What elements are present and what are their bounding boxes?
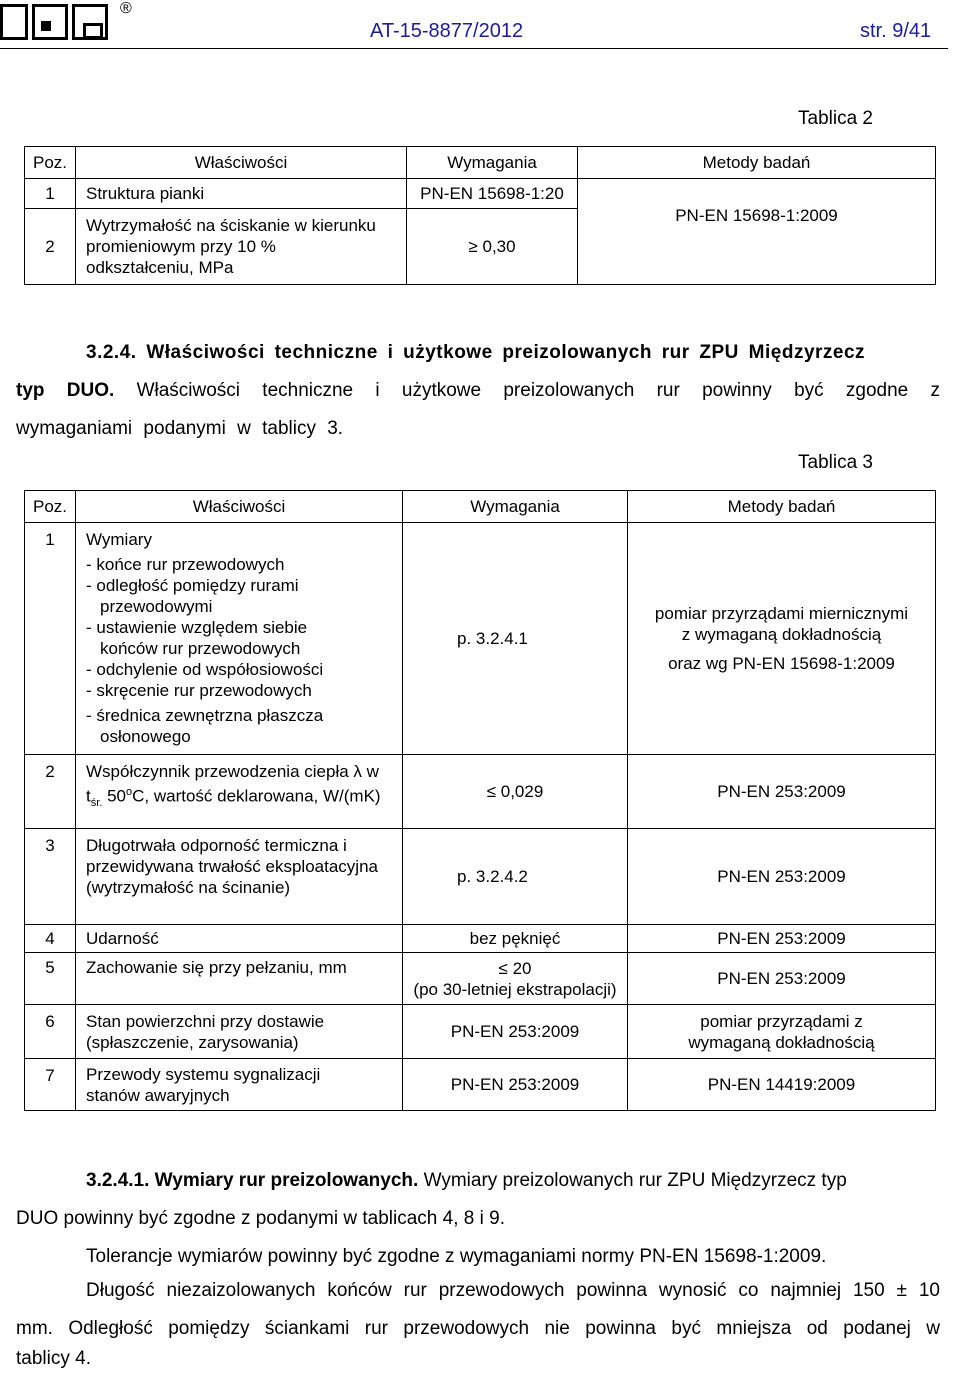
- table2-header-requirements: Wymagania: [407, 147, 578, 179]
- section-324-body: typ DUO. Właściwości techniczne i użytkowe preizolowanych rur powinny być zgodne z wymaganiami podanymi w tablicy 3.: [16, 380, 941, 439]
- table3-row5-prop: Zachowanie się przy pełzaniu, mm: [76, 953, 403, 1005]
- table-2: [24, 146, 936, 285]
- section-3241-para3-line1: Długość niezaizolowanych końców rur przewodowych powinna wynosić co najmniej 150 ± 10: [86, 1280, 940, 1301]
- table2-header-pos: Poz.: [25, 147, 76, 179]
- table3-row5-req: [403, 953, 628, 1005]
- table3-row2-prop: Współczynnik przewodzenia ciepła λ w $t_{śr.}$ 50$^o$C, wartość deklarowana, W/(mK): [76, 755, 403, 829]
- table3-row3-prop: Długotrwała odporność termiczna i przewidywana trwałość eksploatacyjna (wytrzymałość na ścinanie): [76, 829, 403, 925]
- table3-row4-method: PN-EN 253:2009: [628, 925, 936, 953]
- table3-row1-item: - średnica zewnętrzna płaszcza: [86, 706, 324, 725]
- table3-row1-item: - skręcenie rur przewodowych: [86, 681, 312, 700]
- table3-row4-req: bez pęknięć: [403, 925, 628, 953]
- section-3241-para3-line3: tablicy 4.: [16, 1348, 91, 1369]
- table3-header-pos: Poz.: [25, 491, 76, 523]
- table2-row2-num: 2: [25, 209, 76, 285]
- table3-row1-item: - ustawienie względem siebie: [86, 618, 308, 637]
- table3-row4-prop: Udarność: [76, 925, 403, 953]
- table3-row3-method: PN-EN 253:2009: [628, 829, 936, 925]
- table3-row1-item: - końce rur przewodowych: [86, 555, 285, 574]
- table3-row1-method-line2: oraz wg PN-EN 15698-1:2009: [668, 654, 895, 673]
- table2-row1-prop: Struktura pianki: [76, 179, 407, 209]
- registered-mark: ®: [120, 0, 132, 17]
- logo-block-1: [0, 4, 28, 40]
- table3-row6-prop: Stan powierzchni przy dostawie (spłaszczenie, zarysowania): [76, 1005, 403, 1059]
- table3-row1-item: - odchylenie od współosiowości: [86, 660, 324, 679]
- table2-caption: Tablica 2: [798, 108, 873, 129]
- table3-row7-method: PN-EN 14419:2009: [628, 1059, 936, 1111]
- section-3241-body-line2: DUO powinny być zgodne z podanymi w tablicach 4, 8 i 9.: [16, 1208, 505, 1229]
- table2-row2-req: ≥ 0,30: [468, 237, 515, 256]
- table3-row3-req: p. 3.2.4.2: [403, 829, 628, 925]
- table3-row3-num: 3: [25, 829, 76, 925]
- table3-row2-num: 2: [25, 755, 76, 829]
- table2-row2-prop: Wytrzymałość na ściskanie w kierunku promieniowym przy 10 % odkształceniu, MPa: [76, 209, 407, 285]
- table2-method: PN-EN 15698-1:2009: [578, 179, 936, 285]
- table3-row1-req: p. 3.2.4.1: [403, 523, 628, 755]
- table3-row1-method-line1: pomiar przyrządami miernicznymi z wymaganą dokładnością: [654, 604, 909, 644]
- table3-row1-num: 1: [25, 523, 76, 755]
- table3-row5-req-note: (po 30-letniej ekstrapolacji): [413, 979, 617, 999]
- table3-header-requirements: Wymagania: [403, 491, 628, 523]
- table3-row7-prop: Przewody systemu sygnalizacji stanów awaryjnych: [76, 1059, 403, 1111]
- table2-row1-num: 1: [25, 179, 76, 209]
- table3-row2-req: ≤ 0,029: [487, 782, 544, 801]
- table3-row1-prop: [76, 523, 403, 755]
- table3-row5-num: 5: [25, 953, 76, 1005]
- table3-header-properties: Właściwości: [76, 491, 403, 523]
- section-3241-body-line1: Wymiary preizolowanych rur ZPU Międzyrzecz typ: [423, 1170, 847, 1191]
- table3-row1-item: przewodowymi: [100, 597, 213, 616]
- itb-logo: [0, 4, 108, 40]
- table3-row1-method: [628, 523, 936, 755]
- section-3241-para2: Tolerancje wymiarów powinny być zgodne z wymaganiami normy PN-EN 15698-1:2009.: [86, 1246, 827, 1267]
- table3-row5-method: PN-EN 253:2009: [628, 953, 936, 1005]
- section-3241-heading: 3.2.4.1. Wymiary rur preizolowanych.: [86, 1170, 419, 1191]
- table3-row6-method: pomiar przyrządami z wymaganą dokładnością: [628, 1005, 936, 1059]
- table3-caption: Tablica 3: [798, 452, 873, 473]
- table3-row7-req: PN-EN 253:2009: [403, 1059, 628, 1111]
- logo-block-3: [72, 4, 108, 40]
- section-3241-para3-line2: mm. Odległość pomiędzy ściankami rur przewodowych nie powinna być mniejsza od podanej w: [16, 1318, 940, 1339]
- table3-row4-num: 4: [25, 925, 76, 953]
- table3-row1-title: Wymiary: [86, 530, 152, 549]
- table3-header-methods: Metody badań: [628, 491, 936, 523]
- table3-row5-req-value: ≤ 20: [403, 958, 627, 979]
- logo-block-2: [32, 4, 68, 40]
- header-divider: [0, 48, 948, 49]
- table3-row6-req: PN-EN 253:2009: [403, 1005, 628, 1059]
- table2-header-methods: Metody badań: [578, 147, 936, 179]
- table2-header-properties: Właściwości: [76, 147, 407, 179]
- table-3: [24, 490, 936, 1111]
- table3-row6-num: 6: [25, 1005, 76, 1059]
- table3-row1-item: - odległość pomiędzy rurami: [86, 576, 299, 595]
- table3-row1-item: końców rur przewodowych: [100, 639, 301, 658]
- page-number: str. 9/41: [860, 20, 932, 42]
- document-id: AT-15-8877/2012: [370, 20, 524, 42]
- table3-row1-item: osłonowego: [100, 727, 191, 746]
- section-324-heading: 3.2.4. Właściwości techniczne i użytkowe preizolowanych rur ZPU Międzyrzecz: [86, 342, 866, 363]
- table3-row7-num: 7: [25, 1059, 76, 1111]
- table3-row2-method: PN-EN 253:2009: [628, 755, 936, 829]
- section-3241-first-line: [86, 1162, 940, 1200]
- table2-row1-req: PN-EN 15698-1:20: [407, 179, 578, 209]
